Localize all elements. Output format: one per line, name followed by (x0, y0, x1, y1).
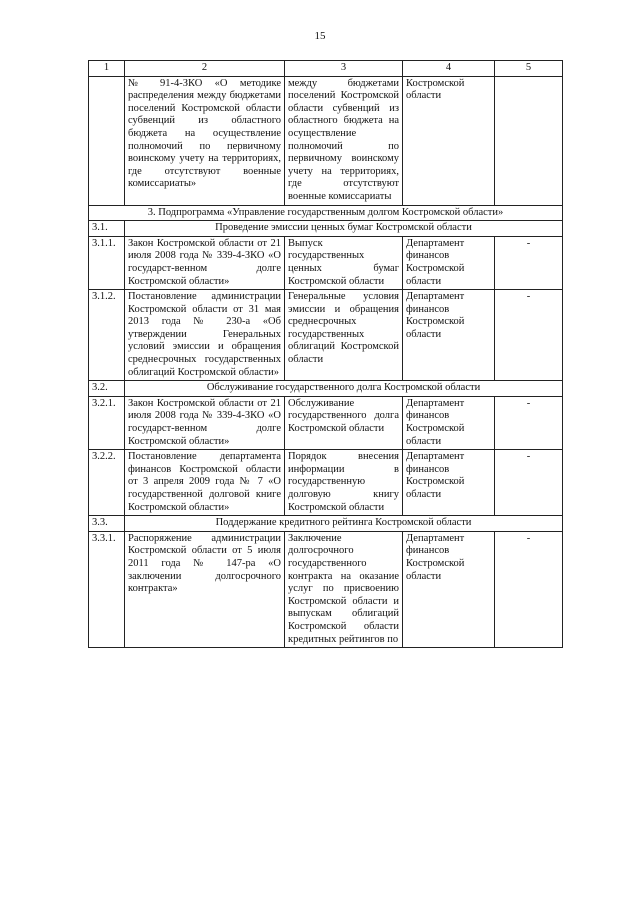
table-row (89, 531, 563, 647)
legal-act-cell: № 91-4-ЗКО «О методике распределения между бюджетами поселений Костромской области субвенций из областного бюджета на осуществление полномочий по первичному воинскому учету на территориях, где отсутствуют военные комиссариаты» (125, 76, 285, 205)
header-cell: 2 (125, 61, 285, 77)
program-title-row (89, 205, 563, 221)
legal-act-cell: Распоряжение администрации Костромской области от 5 июля 2011 года № 147-ра «О заключении долгосрочного контракта» (125, 531, 285, 647)
section-row (89, 221, 563, 237)
table-header-row (89, 61, 563, 77)
row-number-cell: 3.1.1. (89, 236, 125, 289)
section-title: Проведение эмиссии ценных бумаг Костромской области (125, 221, 563, 237)
legal-act-cell: Постановление администрации Костромской области от 31 мая 2013 года № 230-а «Об утверждении Генеральных условий эмиссии и обращения среднесрочных государственных облигаций Костромской области» (125, 290, 285, 381)
responsible-cell: Департамент финансов Костромской области (403, 531, 495, 647)
page-number: 15 (314, 30, 326, 42)
row-number-cell: 3.1.2. (89, 290, 125, 381)
section-number: 3.1. (89, 221, 125, 237)
section-row (89, 381, 563, 397)
note-cell: - (495, 236, 563, 289)
note-cell: - (495, 531, 563, 647)
subject-cell: Обслуживание государственного долга Костромской области (285, 396, 403, 449)
section-number: 3.3. (89, 516, 125, 532)
responsible-cell: Департамент финансов Костромской области (403, 290, 495, 381)
legal-act-cell: Постановление департамента финансов Костромской области от 3 апреля 2009 года № 7 «О государственной долговой книге Костромской области» (125, 450, 285, 516)
header-cell: 1 (89, 61, 125, 77)
note-cell: - (495, 450, 563, 516)
responsible-cell: Департамент финансов Костромской области (403, 396, 495, 449)
legal-act-cell: Закон Костромской области от 21 июля 2008 года № 339-4-ЗКО «О государст-венном долге Костромской области» (125, 396, 285, 449)
subject-cell: Генеральные условия эмиссии и обращения среднесрочных государственных облигаций Костромской области (285, 290, 403, 381)
table-row (89, 236, 563, 289)
subject-cell: между бюджетами поселений Костромской области субвенций из областного бюджета на осуществление полномочий по первичному воинскому учету на территориях, где отсутствуют военные комиссариаты (285, 76, 403, 205)
note-cell: - (495, 396, 563, 449)
row-number-cell: 3.2.2. (89, 450, 125, 516)
section-title: Обслуживание государственного долга Костромской области (125, 381, 563, 397)
header-cell: 4 (403, 61, 495, 77)
subject-cell: Выпуск государственных ценных бумаг Костромской области (285, 236, 403, 289)
legal-act-cell: Закон Костромской области от 21 июля 2008 года № 339-4-ЗКО «О государст-венном долге Костромской области» (125, 236, 285, 289)
row-number-cell: 3.2.1. (89, 396, 125, 449)
section-row (89, 516, 563, 532)
subject-cell: Порядок внесения информации в государственную долговую книгу Костромской области (285, 450, 403, 516)
row-number-cell (89, 76, 125, 205)
note-cell (495, 76, 563, 205)
table-row (89, 450, 563, 516)
header-cell: 5 (495, 61, 563, 77)
responsible-cell: Департамент финансов Костромской области (403, 236, 495, 289)
program-title: 3. Подпрограмма «Управление государственным долгом Костромской области» (89, 205, 563, 221)
header-cell: 3 (285, 61, 403, 77)
subject-cell: Заключение долгосрочного государственного контракта на оказание услуг по присвоению Костромской области и выпускам облигаций Костромской области кредитных рейтингов по (285, 531, 403, 647)
row-number-cell: 3.3.1. (89, 531, 125, 647)
section-number: 3.2. (89, 381, 125, 397)
table-row (89, 396, 563, 449)
table-row (89, 76, 563, 205)
section-title: Поддержание кредитного рейтинга Костромской области (125, 516, 563, 532)
note-cell: - (495, 290, 563, 381)
table-row (89, 290, 563, 381)
legal-acts-table (88, 60, 563, 648)
responsible-cell: Костромской области (403, 76, 495, 205)
responsible-cell: Департамент финансов Костромской области (403, 450, 495, 516)
